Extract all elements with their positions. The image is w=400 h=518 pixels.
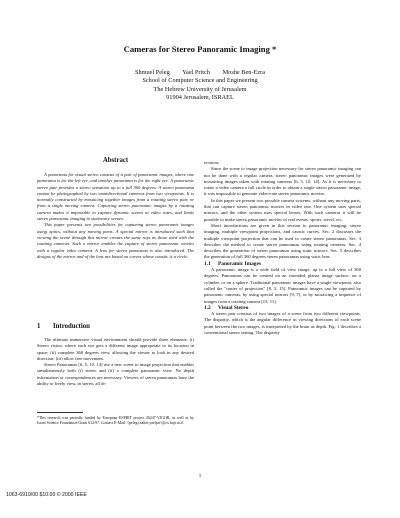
subsection-title: Panoramic Images <box>218 260 261 267</box>
affiliation-school: School of Computer Science and Engineering <box>142 77 258 85</box>
abstract-heading: Abstract <box>102 157 129 164</box>
abstract-paragraph: This paper presents two possibilities for capturing stereo panoramic images using optics, without any moving parts. A special mirror is introduced such that viewing the scene through this mirror creates the same rays as those used with the rotating cameras. Such a mirror enables the capture of stereo panoramic movies with a regular video camera. A lens for stereo panorama is also introduced. The designs of the mirror and of the lens are based on curves whose caustic is a circle. <box>37 222 194 259</box>
introduction-body <box>37 337 194 387</box>
section-number: 1 <box>37 323 41 330</box>
author-names: Shmuel Peleg Yael Pritch Moshe Ben-Ezra <box>134 69 266 76</box>
body-paragraph: In this paper we present two possible camera systems, without any moving parts, that can capture stereo panoramic movies in video rate. One system uses special mirrors, and the other system uses special lenses. With such cameras it will be possible to make stereo panoramic movies of real events: sports, travel, etc. <box>204 197 361 222</box>
body-paragraph: Since the scene to image projection necessary for stereo panoramic imaging can not be done with a regular camera, stereo panoramic images were generated by mosaicing images taken with rotating cameras [6, 5, 10, 14]. As it is necessary to rotate a video camera a full circle in order to obtain a single stereo panoramic image, it was impossible to generate video-rate stereo panoramic movies. <box>204 166 361 197</box>
section-heading-introduction <box>37 323 90 330</box>
paper-title: Cameras for Stereo Panoramic Imaging * <box>123 44 277 54</box>
body-paragraph: A panoramic image is a wide field of view image, up to a full view of 360 degrees. Panoramas can be created on an extended planar image surface, on a cylinder, or on a sphere. Traditional panoramic images have a single viewpoint, also called the "center of projection" [8, 3, 15]. Panoramic images can be captured by panoramic cameras, by using special mirrors [9, 7], or by mosaicing a sequence of images from a rotating camera [15, 11]. <box>204 267 361 304</box>
affiliation-university: The Hebrew University of Jerusalem <box>153 85 247 93</box>
subsection-number: 1.2 <box>204 304 211 311</box>
section-title: Introduction <box>53 323 90 330</box>
copyright-line: 1063-6919/00 $10.00 © 2000 IEEE <box>6 492 87 498</box>
subsection-title: Visual Stereo <box>218 304 249 311</box>
affiliation-address: 91904 Jerusalem, ISRAEL <box>166 93 234 101</box>
abstract-body <box>37 172 194 260</box>
subsection-number: 1.1 <box>204 260 211 267</box>
right-column <box>204 160 361 336</box>
page-number: 1 <box>198 474 202 479</box>
body-paragraph: rections. <box>204 160 220 165</box>
author-block <box>0 69 400 102</box>
footnote: *This research was partially funded by European ESPRIT project 26247-VIGOR, as well as by Israel Science Foundation Grant 612/97. Contact E-Mail: {peleg,rnalter,yaelpri}@cs.huji.ac.il <box>37 416 194 426</box>
footnote-divider <box>37 412 83 413</box>
abstract-paragraph: A panorama for visual stereo consists of a pair of panoramic images, where one panorama is for the left eye, and another panorama is for the right eye. A panoramic stereo pair provides a stereo sensation up to a full 360 degrees. A stereo panorama cannot be photographed by two omnidirectional cameras from two viewpoints. It is normally constructed by mosaicing together images from a rotating stereo pair, or from a single moving camera. Capturing stereo panoramic images by a rotating camera makes it impossible to capture dynamic scenes at video rates, and limits stereo panoramic imaging to stationary scenes. <box>37 172 194 222</box>
body-paragraph: Stereo Panoramas [6, 5, 10, 14] use a new scene to image projection that enables simultaneously both (i) stereo and (ii) a complete panoramic view. No depth information or correspondences are necessary. Viewers of stereo panoramas have the ability to freely view, in stereo, all di- <box>37 362 194 387</box>
body-paragraph: Short introductions are given in this section to panoramic imaging, stereo imaging, multiple viewpoint projections, and caustic curves. Sec. 2 discusses the multiple viewpoint projection that can be used to create stereo panoramas. Sec. 3 describes the method to create stereo panoramas using rotating cameras. Sec. 4 describes the generation of stereo panoramas using static mirrors. Sec. 5 describes the generation of full 360 degrees stereo panoramas using static lens. <box>204 222 361 260</box>
body-paragraph: A stereo pair consists of two images of a scene from two different viewpoints. The disparity, which is the angular difference in viewing directions of each scene point between the two images, is interpreted by the brain as depth. Fig. 1 describes a conventional stereo setting. The disparity <box>204 311 361 336</box>
body-paragraph: The ultimate immersive visual environment should provide three elements: (i) Stereo vision, where each eye gets a different image appropriate to its location in space; (ii) complete 360 degrees view, allowing the viewer to look in any desired direction; (iii) allow free movement. <box>37 337 194 361</box>
